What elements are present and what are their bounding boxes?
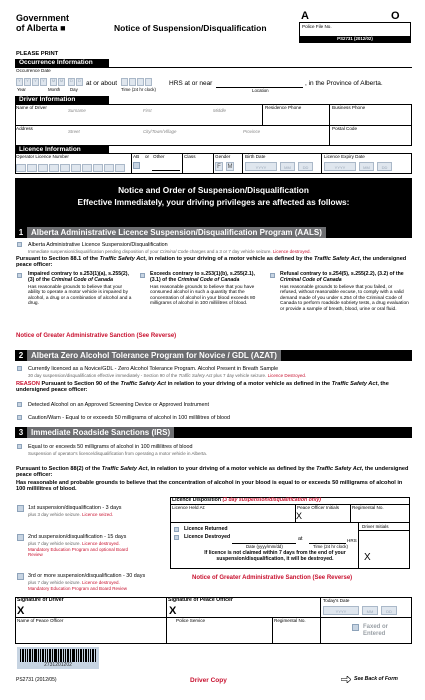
irs-p-a: Pursuant to Section 88(2) of the	[16, 466, 102, 472]
residence-phone-label: Residence Phone	[265, 105, 302, 110]
irs-p-d: Traffic Safety Act	[316, 466, 362, 472]
refusal-checkbox[interactable]	[270, 273, 275, 278]
in-province: , in the Province of Alberta.	[305, 80, 383, 87]
azat-r-d: in relation to your driving of a motor vehicle as defined in the	[166, 381, 332, 387]
disp-title-a: Licence Disposition	[172, 497, 223, 503]
driver-vdiv2	[329, 104, 330, 146]
aals-p-a: Pursuant to Section 88.1 of the	[16, 256, 100, 262]
lic-vdiv1	[131, 153, 132, 174]
irs-p-b: Traffic Safety Act	[101, 466, 148, 472]
irs-3rd-sub-b: Licence destroyed.	[82, 580, 120, 585]
irs-1st-label: 1st suspension/disqualification - 3 days	[28, 505, 122, 511]
middle-hint: Middle	[213, 108, 226, 113]
irs-3rd-sub	[28, 580, 120, 585]
exceeds-cc: Criminal Code of Canada	[177, 276, 240, 283]
aals-p-e: , the undersigned peace officer:	[16, 256, 407, 269]
refusal-body: Has reasonable grounds to believe that you failed, or refused, without reasonable excuse, to comply with a valid demand made of you under s.254 of the Criminal Code of Canada to perform roadside sobriety tests, a drug evaluation or provide a sample of breath, blood, urine or oral fluid.	[280, 284, 409, 312]
surname-hint: Surname	[68, 108, 86, 113]
sig-vdiv3	[272, 617, 273, 644]
azat-r-f: , the undersigned peace officer:	[16, 381, 389, 394]
occurrence-date-cells[interactable]: Y Y Y Y M M D D	[16, 78, 83, 86]
op-licence-label: Operator Licence Number	[16, 154, 69, 159]
destroyed-checkbox[interactable]	[174, 535, 179, 540]
disp-hline2	[170, 522, 410, 523]
street-hint: Street	[68, 129, 80, 134]
azat-sub-b: Traffic Safety Act	[178, 373, 213, 378]
form-title: Notice of Suspension/Disqualification	[114, 23, 267, 33]
disp-at: at	[298, 536, 303, 542]
police-file-box[interactable]	[299, 22, 411, 43]
gov-logo	[16, 14, 69, 33]
refusal-title	[280, 272, 410, 284]
driver-vdiv1	[262, 104, 263, 125]
section3-num: 3	[18, 428, 24, 437]
gov-logo-line2: of Alberta ■	[16, 22, 66, 33]
irs-item: Equal to or exceeds 50 milligrams of alcohol in 100 millilitres of blood	[28, 444, 193, 450]
azat-reason-word: REASON	[16, 381, 40, 387]
notice-line1: Notice and Order of Suspension/Disqualification	[118, 185, 309, 195]
section1-bar	[15, 227, 412, 238]
aals-sub-c: charges and a 3 or 7 day vehicle seizure.	[188, 249, 273, 254]
officer-signature-x[interactable]: X	[169, 605, 177, 617]
expiry-cells[interactable]	[324, 162, 392, 171]
aals-item-sub	[28, 249, 311, 254]
today-dd: DD	[381, 606, 397, 615]
section1-title: Alberta Administrative Licence Suspension/Disqualification Program (AALS)	[27, 227, 326, 238]
postal-code-label: Postal Code	[332, 126, 358, 131]
police-file-label: Police File No.	[302, 24, 332, 29]
province-hint: Province	[243, 129, 261, 134]
lic-vdiv2	[182, 153, 183, 174]
impaired-title-text: Impaired contrary to s.253(1)(a), s.255(2), (3) of the	[28, 271, 129, 283]
notice-line2: Effective Immediately, your driving privileges are affected as follows:	[77, 196, 350, 207]
aals-item: Alberta Administrative Licence Suspension/Disqualification	[28, 242, 168, 248]
driver-signature-x[interactable]: X	[17, 605, 25, 617]
first-hint: First	[143, 108, 152, 113]
signature-box	[15, 597, 412, 644]
irs-2nd-sub2: Mandatory Education Program and optional Board Review	[28, 547, 129, 558]
gender-label: Gender	[215, 154, 231, 159]
driver-initials-label: Driver Initials	[362, 524, 389, 529]
occurrence-section	[15, 59, 412, 68]
impaired-block	[28, 272, 132, 307]
azat-r-b: Pursuant to Section 90 of the	[39, 381, 121, 387]
section2-title: Alberta Zero Alcohol Tolerance Program for Novice / GDL (AZAT)	[27, 350, 281, 361]
expiry-yyyy: YYYY	[324, 162, 356, 171]
not-claimed-note: If licence is not claimed within 7 days from the end of your suspension/disqualification, it will be destroyed.	[204, 550, 346, 562]
name-po-label: Name of Peace Officer	[17, 618, 64, 623]
aals-sub-d: Licence destroyed.	[272, 249, 311, 254]
barcode-area	[17, 647, 99, 669]
birth-date-cells[interactable]	[245, 162, 313, 171]
business-phone-label: Business Phone	[332, 105, 366, 110]
aals-p-c: , in relation to your driving of a motor vehicle as defined by the	[145, 256, 314, 262]
aals-checkbox[interactable]	[17, 242, 22, 247]
location-label: Location	[252, 88, 269, 93]
today-yyyy: YYYY	[323, 606, 359, 615]
or-label: or	[145, 154, 150, 159]
todays-date-cells[interactable]	[323, 606, 397, 615]
disp-date-hint: Date (yyyy/mm/dd)	[246, 544, 283, 549]
caution-label: Caution/Warn - Equal to or exceeds 50 milligrams of alcohol in 100 millilitres of blood	[28, 415, 231, 421]
faxed-label: Faxed or Entered	[363, 624, 389, 637]
irs-2nd-label: 2nd suspension/disqualification - 15 days	[28, 534, 127, 540]
lic-vdiv5	[321, 153, 322, 174]
azat-reason	[16, 381, 410, 394]
letter-a: A	[301, 10, 309, 22]
notice-banner	[15, 178, 412, 238]
driver-section	[15, 96, 412, 104]
sig-hline	[15, 617, 412, 618]
irs-1st-sub-a: plus 3 day vehicle seizure.	[28, 512, 83, 517]
disp-vdiv2	[350, 504, 351, 522]
impaired-body: Has reasonable grounds to believe that your ability to operate a motor vehicle is impaired by alcohol, a drug or a combination of alcohol and a drug.	[28, 284, 132, 307]
footer-form-code: PS2731 (2012/05)	[16, 677, 57, 683]
section2-num: 2	[18, 351, 24, 360]
irs-greater-sanction[interactable]: Notice of Greater Administrative Sanction (See Reverse)	[192, 575, 353, 581]
other-line[interactable]	[152, 170, 180, 171]
detected-label: Detected Alcohol on an Approved Screening Device or Approved Instrument	[28, 402, 209, 408]
caution-checkbox[interactable]	[17, 415, 22, 420]
please-print: PLEASE PRINT	[16, 51, 59, 57]
driver-initials-x: X	[364, 552, 371, 563]
birth-date-label: Birth Date	[245, 154, 266, 159]
aals-p-b: Traffic Safety Act	[99, 256, 146, 262]
irs-p-c: , in relation to your driving of a motor vehicle as defined by the	[147, 466, 317, 472]
azat-r-e: Traffic Safety Act	[331, 381, 378, 387]
hrs-at-or-near: HRS at or near	[169, 80, 213, 87]
city-hint: City/Town/Village	[143, 129, 177, 134]
section1-num: 1	[18, 228, 24, 237]
address-label: Address	[16, 126, 33, 131]
detected-checkbox[interactable]	[17, 402, 22, 407]
irs-3rd-label: 3rd or more suspension/disqualification - 30 days	[28, 573, 146, 579]
impaired-checkbox[interactable]	[17, 273, 22, 278]
aals-pursuant	[16, 256, 412, 269]
disp-hrs: HRS	[347, 538, 357, 543]
exceeds-checkbox[interactable]	[140, 273, 145, 278]
impaired-cc: Criminal Code of Canada	[51, 276, 114, 283]
aals-p-d: Traffic Safety Act	[314, 256, 360, 262]
irs-2nd-sub	[28, 541, 120, 546]
refusal-cc: Criminal Code of Canada	[280, 276, 342, 283]
azat-item: Currently licenced as a Novice/GDL - Zero Alcohol Tolerance Program. Alcohol Present in Breath Sample	[28, 366, 279, 372]
police-service-label: Police Service	[176, 618, 206, 623]
irs-1st-sub	[28, 512, 113, 517]
exceeds-title-text: Exceeds contrary to s.253(1)(b), s.255(2.1), (3.1) of the	[150, 271, 255, 283]
time-cells[interactable]	[121, 78, 152, 86]
lic-vdiv3	[213, 153, 214, 174]
exceeds-block	[150, 272, 262, 307]
expiry-dd: DD	[377, 162, 392, 171]
azat-sub-c: plus 7 day vehicle seizure.	[212, 373, 268, 378]
sig-vdiv2	[320, 597, 321, 644]
barcode-number: 2731201202	[44, 662, 72, 668]
aals-greater-sanction[interactable]: Notice of Greater Administrative Sanction (See Reverse)	[16, 333, 177, 339]
gov-logo-line1: Government	[16, 13, 70, 23]
irs-1st-checkbox[interactable]	[17, 505, 24, 512]
birth-yyyy: YYYY	[245, 162, 277, 171]
see-back-label: See Back of Form	[354, 675, 398, 682]
irs-checkbox[interactable]	[17, 444, 22, 449]
officer-signature-label: Signature of Peace Officer	[168, 597, 233, 603]
birth-mm: MM	[280, 162, 295, 171]
irs-item-sub: Suspension of operator's licence/disqualification from operating a motor vehicle in Alberta.	[28, 451, 207, 456]
peace-initials-label: Peace Officer Initials	[297, 505, 340, 510]
date-year: Year	[17, 87, 26, 92]
todays-date-label: Today's Date	[323, 598, 350, 603]
sig-regimental-label: Regimental No.	[274, 618, 306, 623]
time-hint: Time (24 hr clock)	[121, 87, 156, 92]
aals-sub-a: Immediate suspension/disqualification pending disposition of your	[28, 249, 160, 254]
irs-1st-sub-b: Licence seized.	[82, 512, 114, 517]
section3-title: Immediate Roadside Sanctions (IRS)	[27, 427, 174, 438]
refusal-block	[280, 272, 410, 313]
irs-grounds: Has reasonable and probable grounds to believe that the concentration of alcohol in your blood is equal to or exceeds 50 milligrams of alcohol in 100 millilitres of blood.	[16, 480, 403, 493]
expiry-mm: MM	[359, 162, 374, 171]
gender-m[interactable]: M	[227, 164, 233, 170]
driver-name-label: Name of Driver	[16, 105, 47, 110]
licence-number-cells[interactable]	[16, 164, 125, 172]
peace-initials-x: X	[296, 511, 303, 521]
azat-sub-d: Licence Destroyed.	[267, 373, 307, 378]
disp-time-hint: Time (24 hr clock)	[313, 544, 348, 549]
lic-vdiv4	[242, 153, 243, 174]
irs-3rd-sub2: Mandatory Education Program and Board Review	[28, 586, 128, 591]
irs-pursuant	[16, 466, 412, 479]
ab-label: AB	[133, 154, 140, 159]
sig-vdiv1	[166, 597, 167, 644]
at-or-about: at or about	[86, 80, 118, 87]
refusal-title-text: Refusal contrary to s.254(5), s.255(2.2), (3.2) of the	[280, 271, 404, 277]
disp-title-b: (3 day suspension/disqualification only)	[222, 497, 322, 503]
irs-2nd-sub-a: plus 7 day vehicle seizure.	[28, 541, 83, 546]
azat-sub-a: 30 day suspension/disqualification effective immediately - Section 90 of the	[28, 373, 179, 378]
arrow-right-icon	[341, 676, 351, 683]
birth-dd: DD	[298, 162, 313, 171]
disp-regimental-label: Regimental No.	[352, 505, 384, 510]
class-label: Class	[184, 154, 196, 159]
exceeds-title	[150, 272, 262, 284]
gender-f[interactable]: F	[215, 162, 223, 171]
irs-2nd-sub-b: Licence destroyed.	[82, 541, 120, 546]
returned-label: Licence Returned	[184, 526, 228, 532]
azat-r-c: Traffic Safety Act	[120, 381, 167, 387]
driver-bar: Driver Information	[15, 96, 109, 104]
azat-checkbox[interactable]	[17, 366, 22, 371]
form-code: PS2731 (2012/02)	[300, 36, 410, 42]
licence-held-label: Licence Held At:	[172, 505, 206, 510]
aals-sub-b: Criminal Code	[159, 249, 189, 254]
destroyed-label: Licence Destroyed	[184, 534, 231, 540]
occurrence-bar: Occurrence Information	[15, 59, 109, 67]
occurrence-date-label: Occurrence Date	[16, 68, 51, 73]
date-day: Day	[70, 87, 78, 92]
exceeds-body: Has reasonable grounds to believe that you have consumed alcohol in such a quantity that the concentration of alcohol in your blood exceeds 80 milligrams of alcohol in 100 millilitres of blood.	[150, 284, 256, 307]
faxed-checkbox[interactable]	[352, 624, 359, 631]
other-label: Other	[153, 154, 165, 159]
driver-signature-label: Signature of Driver	[17, 597, 64, 603]
licence-bar: Licence Information	[15, 146, 109, 154]
irs-3rd-checkbox[interactable]	[17, 573, 24, 580]
expiry-label: Licence Expiry Date	[324, 154, 365, 159]
impaired-title	[28, 272, 132, 284]
irs-2nd-checkbox[interactable]	[17, 534, 24, 541]
irs-p-e: , the undersigned peace officer:	[16, 466, 409, 479]
azat-item-sub	[28, 373, 306, 378]
ab-checkbox[interactable]	[133, 162, 140, 169]
barcode-icon	[17, 647, 99, 663]
section3-bar	[15, 427, 412, 438]
section2-bar	[15, 350, 412, 361]
irs-3rd-sub-a: plus 7 day vehicle seizure.	[28, 580, 83, 585]
returned-checkbox[interactable]	[174, 527, 179, 532]
driver-initials-line	[358, 530, 410, 531]
see-back[interactable]	[341, 676, 398, 683]
date-month: Month	[48, 87, 61, 92]
today-mm: MM	[362, 606, 378, 615]
driver-copy-label: Driver Copy	[190, 677, 227, 684]
letter-o: O	[391, 10, 400, 22]
